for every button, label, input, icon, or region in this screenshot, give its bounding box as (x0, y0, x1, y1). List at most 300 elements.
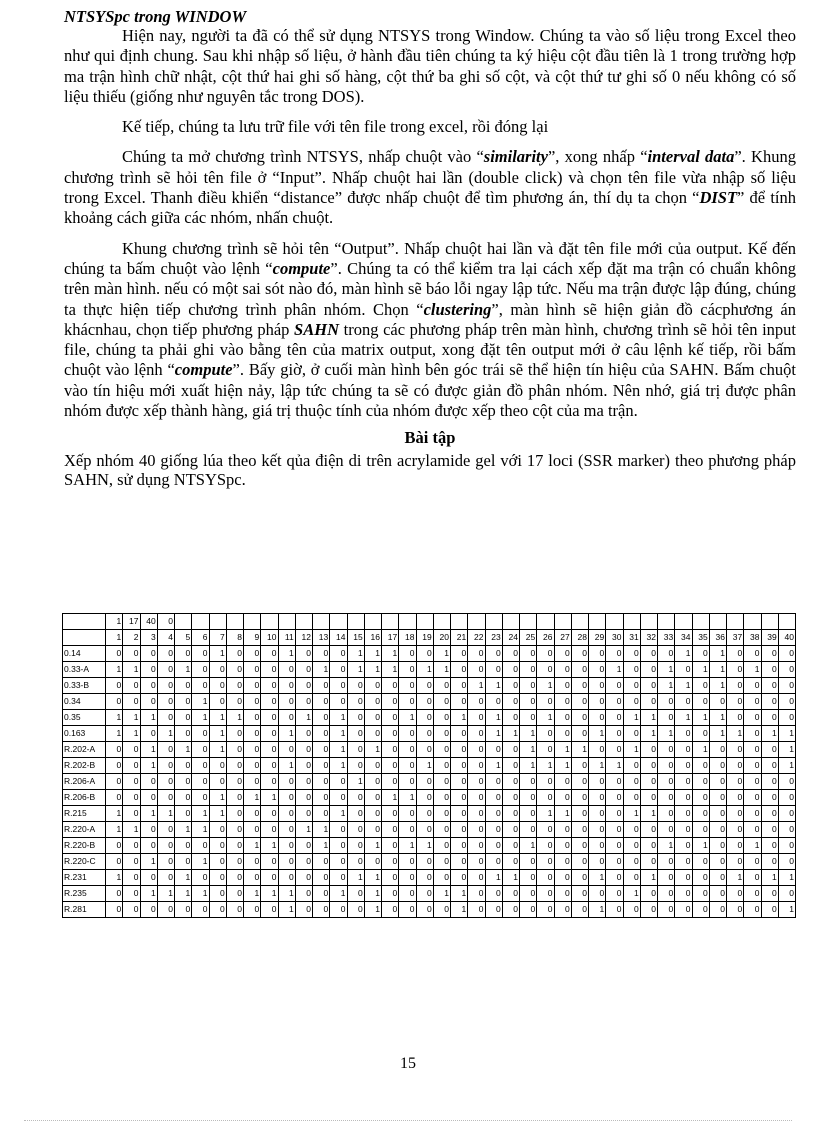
table-cell: 0 (571, 822, 588, 838)
column-number-cell: 37 (727, 630, 744, 646)
table-cell: 1 (416, 758, 433, 774)
table-cell: 0 (727, 646, 744, 662)
table-cell: 0 (157, 710, 174, 726)
table-cell: 0 (330, 838, 347, 854)
table-cell: 0 (175, 774, 192, 790)
table-cell: 0 (261, 822, 278, 838)
table-cell: 0 (226, 902, 243, 918)
table-cell: 0 (778, 790, 795, 806)
table-cell: 1 (433, 886, 450, 902)
table-cell: 0 (537, 646, 554, 662)
table-cell: 0 (106, 742, 123, 758)
table-cell: 0 (778, 646, 795, 662)
table-cell: 0 (399, 758, 416, 774)
table-cell: 0 (433, 710, 450, 726)
table-cell: 1 (727, 870, 744, 886)
table-cell: 0 (606, 694, 623, 710)
table-cell: 0 (744, 822, 761, 838)
table-cell: 0 (485, 774, 502, 790)
table-cell: 0 (364, 710, 381, 726)
table-cell: 1 (347, 646, 364, 662)
table-cell: 1 (520, 726, 537, 742)
table-cell: 0 (347, 742, 364, 758)
table-cell: 0 (330, 694, 347, 710)
table-cell: 0 (451, 822, 468, 838)
table-cell: 1 (675, 710, 692, 726)
table-cell: 0 (451, 870, 468, 886)
table-cell: 0 (192, 742, 209, 758)
table-cell: 0 (520, 886, 537, 902)
table-cell: 0 (244, 854, 261, 870)
table-cell: 0 (709, 790, 726, 806)
table-cell: 1 (778, 742, 795, 758)
table-cell: 1 (520, 742, 537, 758)
table-cell: 1 (330, 710, 347, 726)
table-cell: 0 (606, 774, 623, 790)
table-cell (640, 614, 657, 630)
column-number-cell: 34 (675, 630, 692, 646)
row-label-cell: R.235 (63, 886, 106, 902)
table-cell: 0 (675, 886, 692, 902)
table-cell: 1 (295, 822, 312, 838)
table-cell: 1 (606, 758, 623, 774)
table-cell: 0 (606, 790, 623, 806)
table-cell: 0 (244, 822, 261, 838)
table-cell: 0 (433, 694, 450, 710)
table-cell: 0 (744, 742, 761, 758)
table-cell: 0 (278, 662, 295, 678)
table-cell: 0 (226, 758, 243, 774)
table-cell: 0 (744, 854, 761, 870)
table-cell: 1 (347, 870, 364, 886)
table-row (63, 710, 796, 726)
table-cell: 0 (485, 902, 502, 918)
table-cell: 0 (226, 694, 243, 710)
table-cell: 0 (364, 694, 381, 710)
table-cell (675, 614, 692, 630)
table-cell: 0 (520, 790, 537, 806)
table-cell: 1 (364, 662, 381, 678)
table-cell: 0 (761, 790, 778, 806)
table-cell: 0 (554, 838, 571, 854)
table-cell: 0 (157, 822, 174, 838)
table-cell: 0 (727, 742, 744, 758)
table-cell: 0 (692, 822, 709, 838)
table-cell: 0 (330, 854, 347, 870)
table-cell: 0 (502, 646, 519, 662)
table-cell: 0 (261, 662, 278, 678)
table-cell: 0 (589, 774, 606, 790)
table-cell: 0 (485, 694, 502, 710)
table-row (63, 838, 796, 854)
table-cell: 0 (295, 902, 312, 918)
table-cell (244, 614, 261, 630)
row-label-cell: 0.35 (63, 710, 106, 726)
table-cell: 0 (571, 726, 588, 742)
table-cell: 0 (692, 886, 709, 902)
row-label-cell: 0.163 (63, 726, 106, 742)
column-number-cell: 18 (399, 630, 416, 646)
table-cell: 1 (123, 710, 140, 726)
table-cell: 1 (244, 838, 261, 854)
table-cell: 0 (554, 662, 571, 678)
table-cell: 1 (192, 710, 209, 726)
table-cell: 0 (244, 678, 261, 694)
table-cell: 0 (416, 646, 433, 662)
row-label-cell: R.281 (63, 902, 106, 918)
table-cell: 0 (295, 758, 312, 774)
table-cell: 0 (278, 790, 295, 806)
column-number-cell: 11 (278, 630, 295, 646)
column-number-cell: 19 (416, 630, 433, 646)
table-cell: 0 (157, 870, 174, 886)
table-cell: 0 (192, 870, 209, 886)
table-cell: 0 (675, 726, 692, 742)
table-cell: 0 (744, 726, 761, 742)
table-cell: 1 (157, 886, 174, 902)
table-cell: 0 (640, 902, 657, 918)
table-cell: 0 (209, 886, 226, 902)
table-cell: 1 (330, 758, 347, 774)
table-cell: 0 (537, 822, 554, 838)
row-label-cell: 0.33-A (63, 662, 106, 678)
table-cell (399, 614, 416, 630)
table-cell: 0 (744, 710, 761, 726)
table-cell: 0 (778, 710, 795, 726)
table-cell: 0 (692, 870, 709, 886)
table-cell: 0 (589, 886, 606, 902)
table-cell: 0 (468, 886, 485, 902)
table-cell: 0 (640, 678, 657, 694)
table-cell: 0 (502, 742, 519, 758)
table-cell: 0 (727, 710, 744, 726)
table-cell: 0 (744, 774, 761, 790)
table-cell: 0 (261, 902, 278, 918)
table-row (63, 822, 796, 838)
table-cell: 0 (244, 710, 261, 726)
table-cell: 1 (175, 870, 192, 886)
table-cell: 0 (157, 902, 174, 918)
table-cell: 0 (554, 822, 571, 838)
table-cell: 0 (451, 838, 468, 854)
table-cell: 0 (744, 870, 761, 886)
row-label-cell: R.215 (63, 806, 106, 822)
table-cell: 0 (313, 726, 330, 742)
table-cell: 1 (451, 886, 468, 902)
table-cell: 1 (106, 710, 123, 726)
table-cell (313, 614, 330, 630)
table-cell: 0 (399, 806, 416, 822)
table-cell: 0 (606, 886, 623, 902)
table-cell: 1 (140, 854, 157, 870)
table-cell: 1 (209, 710, 226, 726)
table-cell: 0 (744, 790, 761, 806)
table-cell: 0 (313, 886, 330, 902)
table-cell: 0 (468, 662, 485, 678)
table-cell: 0 (313, 694, 330, 710)
table-cell: 1 (485, 870, 502, 886)
table-cell: 0 (157, 854, 174, 870)
table-cell: 0 (295, 886, 312, 902)
table-cell (451, 614, 468, 630)
table-cell: 0 (295, 678, 312, 694)
row-label-cell: R.206-B (63, 790, 106, 806)
table-cell: 0 (451, 646, 468, 662)
table-cell: 0 (468, 870, 485, 886)
table-cell: 1 (192, 694, 209, 710)
table-cell: 0 (261, 678, 278, 694)
table-cell: 1 (433, 662, 450, 678)
table-cell: 0 (175, 902, 192, 918)
table-cell: 0 (175, 838, 192, 854)
table-cell: 0 (502, 694, 519, 710)
table-cell: 0 (295, 790, 312, 806)
table-cell: 0 (347, 854, 364, 870)
table-cell: 0 (433, 678, 450, 694)
table-cell: 0 (658, 790, 675, 806)
table-cell: 0 (692, 726, 709, 742)
table-cell: 0 (658, 870, 675, 886)
table-cell: 0 (554, 886, 571, 902)
table-cell: 0 (709, 822, 726, 838)
table-cell: 0 (278, 870, 295, 886)
table-cell: 0 (261, 854, 278, 870)
table-row (63, 806, 796, 822)
table-cell (778, 614, 795, 630)
table-cell: 0 (571, 886, 588, 902)
row-label-cell: R.202-B (63, 758, 106, 774)
table-cell: 0 (347, 838, 364, 854)
table-cell: 0 (244, 646, 261, 662)
table-cell: 0 (261, 694, 278, 710)
table-cell: 1 (744, 662, 761, 678)
table-cell: 0 (244, 662, 261, 678)
table-cell: 0 (226, 790, 243, 806)
table-cell: 0 (485, 646, 502, 662)
table-cell: 0 (761, 758, 778, 774)
table-cell: 1 (261, 790, 278, 806)
table-cell: 0 (347, 790, 364, 806)
table-cell: 0 (278, 822, 295, 838)
table-cell: 0 (623, 726, 640, 742)
table-cell: 0 (226, 774, 243, 790)
column-number-cell: 1 (106, 630, 123, 646)
column-number-cell: 33 (658, 630, 675, 646)
table-cell: 1 (778, 902, 795, 918)
column-number-cell: 28 (571, 630, 588, 646)
table-cell: 0 (658, 806, 675, 822)
table-cell: 1 (140, 806, 157, 822)
table-cell: 0 (416, 886, 433, 902)
table-cell: 0 (382, 854, 399, 870)
table-cell: 0 (433, 902, 450, 918)
table-cell: 0 (433, 838, 450, 854)
table-cell: 0 (744, 646, 761, 662)
table-row (63, 678, 796, 694)
table-cell: 0 (106, 646, 123, 662)
table-cell: 0 (123, 694, 140, 710)
table-cell: 0 (209, 854, 226, 870)
table-cell: 0 (554, 774, 571, 790)
table-cell: 0 (364, 854, 381, 870)
table-cell: 1 (416, 662, 433, 678)
section-heading: NTSYSpc trong WINDOW (64, 7, 247, 26)
table-cell: 0 (761, 838, 778, 854)
table-cell: 1 (123, 726, 140, 742)
table-cell: 0 (175, 806, 192, 822)
table-cell: 0 (451, 806, 468, 822)
table-cell: 1 (468, 678, 485, 694)
table-cell: 0 (451, 678, 468, 694)
table-cell: 0 (727, 790, 744, 806)
table-cell: 0 (623, 646, 640, 662)
term-similarity: similarity (483, 147, 548, 167)
table-cell: 0 (364, 758, 381, 774)
column-number-cell: 5 (175, 630, 192, 646)
table-cell: 0 (140, 838, 157, 854)
table-cell: 0 (554, 726, 571, 742)
table-cell: 0 (589, 646, 606, 662)
table-corner-cell (63, 614, 106, 630)
table-cell: 0 (382, 886, 399, 902)
table-cell: 0 (382, 870, 399, 886)
table-cell: 0 (209, 822, 226, 838)
table-cell: 0 (502, 854, 519, 870)
table-cell: 0 (416, 774, 433, 790)
table-cell: 0 (433, 806, 450, 822)
table-cell (485, 614, 502, 630)
table-cell: 0 (658, 854, 675, 870)
table-cell: 0 (175, 646, 192, 662)
table-cell: 0 (537, 774, 554, 790)
table-cell: 0 (244, 694, 261, 710)
table-cell: 0 (606, 710, 623, 726)
exercise-text: Xếp nhóm 40 giống lúa theo kết qủa điện di trên acrylamide gel với 17 loci (SSR marker) theo phương pháp SAHN, sử dụng NTSYSpc. (64, 451, 796, 490)
table-cell: 0 (640, 838, 657, 854)
table-cell: 0 (640, 854, 657, 870)
table-cell: 0 (382, 806, 399, 822)
table-cell: 1 (571, 742, 588, 758)
table-cell: 1 (175, 662, 192, 678)
column-number-cell: 30 (606, 630, 623, 646)
table-cell: 1 (295, 710, 312, 726)
table-cell: 0 (313, 742, 330, 758)
table-cell: 0 (382, 678, 399, 694)
table-cell: 0 (157, 774, 174, 790)
table-cell: 0 (313, 854, 330, 870)
column-number-cell: 8 (226, 630, 243, 646)
table-cell: 1 (175, 742, 192, 758)
table-cell: 0 (623, 790, 640, 806)
column-number-cell: 17 (382, 630, 399, 646)
table-cell: 0 (589, 822, 606, 838)
table-cell: 0 (709, 694, 726, 710)
table-cell: 1 (261, 838, 278, 854)
table-cell: 0 (640, 790, 657, 806)
table-cell: 0 (502, 886, 519, 902)
table-cell (761, 614, 778, 630)
table-cell: 0 (157, 614, 174, 630)
table-cell: 0 (106, 758, 123, 774)
table-cell: 1 (382, 662, 399, 678)
table-cell: 0 (571, 806, 588, 822)
table-cell: 0 (209, 774, 226, 790)
table-cell: 0 (106, 694, 123, 710)
table-cell: 1 (709, 678, 726, 694)
table-cell: 0 (330, 822, 347, 838)
table-cell: 0 (502, 678, 519, 694)
table-cell: 0 (761, 902, 778, 918)
table-cell: 0 (502, 806, 519, 822)
table-row (63, 790, 796, 806)
table-cell: 1 (175, 822, 192, 838)
table-cell: 0 (589, 710, 606, 726)
table-cell: 0 (502, 774, 519, 790)
table-cell: 0 (675, 790, 692, 806)
table-cell: 1 (192, 886, 209, 902)
table-cell: 0 (192, 646, 209, 662)
paragraph-2-text: Kế tiếp, chúng ta lưu trữ file với tên file trong excel, rồi đóng lại (122, 117, 549, 137)
table-cell: 0 (761, 662, 778, 678)
table-cell: 0 (571, 902, 588, 918)
table-cell: 1 (537, 678, 554, 694)
table-cell: 0 (571, 758, 588, 774)
table-cell: 1 (364, 742, 381, 758)
table-cell: 0 (640, 662, 657, 678)
table-cell: 0 (416, 822, 433, 838)
table-cell: 0 (278, 854, 295, 870)
table-cell: 1 (744, 838, 761, 854)
table-cell: 1 (778, 870, 795, 886)
table-cell: 0 (209, 694, 226, 710)
document-body (64, 8, 796, 489)
table-cell: 0 (571, 870, 588, 886)
table-cell: 0 (106, 774, 123, 790)
table-cell: 0 (451, 694, 468, 710)
table-cell: 0 (313, 774, 330, 790)
paragraph-2 (64, 117, 796, 137)
table-cell: 0 (692, 902, 709, 918)
paragraph-3 (64, 147, 796, 228)
table-cell: 0 (485, 790, 502, 806)
table-cell: 0 (123, 790, 140, 806)
table-cell: 1 (140, 886, 157, 902)
table-cell: 1 (485, 758, 502, 774)
table-cell: 1 (658, 678, 675, 694)
table-cell: 0 (399, 662, 416, 678)
table-cell: 1 (330, 726, 347, 742)
table-cell: 0 (330, 774, 347, 790)
table-cell: 1 (502, 870, 519, 886)
column-number-cell: 26 (537, 630, 554, 646)
table-cell: 1 (123, 662, 140, 678)
table-cell: 0 (727, 854, 744, 870)
table-cell: 0 (433, 854, 450, 870)
table-cell: 0 (709, 742, 726, 758)
table-cell: 0 (278, 678, 295, 694)
table-cell: 1 (364, 902, 381, 918)
table-cell: 0 (658, 886, 675, 902)
table-cell: 0 (589, 838, 606, 854)
table-cell: 0 (606, 646, 623, 662)
table-cell: 0 (295, 870, 312, 886)
table-cell: 0 (295, 854, 312, 870)
column-number-cell: 35 (692, 630, 709, 646)
table-cell: 0 (554, 870, 571, 886)
table-cell: 0 (140, 726, 157, 742)
table-cell: 0 (192, 774, 209, 790)
table-cell: 0 (675, 662, 692, 678)
